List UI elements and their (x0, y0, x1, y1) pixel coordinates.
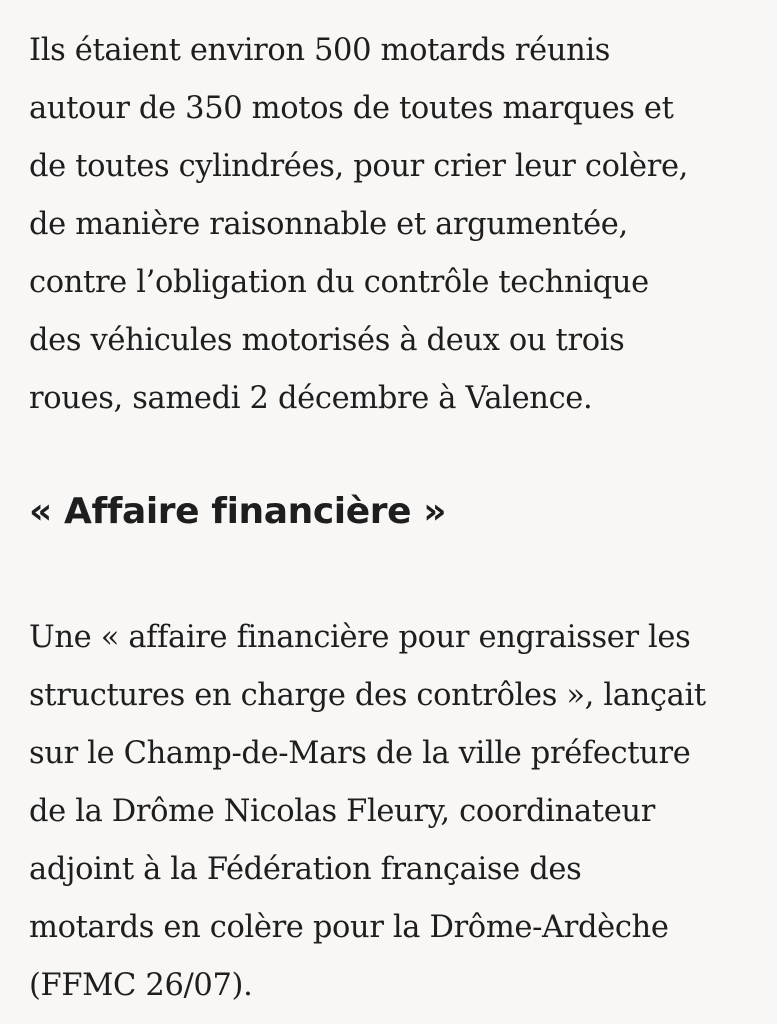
paragraph-line: contre l’obligation du contrôle technique (29, 265, 649, 300)
paragraph-line: structures en charge des contrôles », lançait (29, 678, 706, 713)
paragraph-line: roues, samedi 2 décembre à Valence. (29, 381, 593, 416)
paragraph-line: de toutes cylindrées, pour crier leur colère, (29, 149, 688, 184)
paragraph-line: motards en colère pour la Drôme-Ardèche (29, 910, 669, 945)
paragraph-line: de manière raisonnable et argumentée, (29, 207, 628, 242)
article-paragraph-quote (29, 609, 749, 1015)
paragraph-line: autour de 350 motos de toutes marques et (29, 91, 674, 126)
paragraph-line: adjoint à la Fédération française des (29, 852, 582, 887)
paragraph-line: de la Drôme Nicolas Fleury, coordinateur (29, 794, 655, 829)
paragraph-line: (FFMC 26/07). (29, 968, 253, 1003)
article-subheading: « Affaire financière » (29, 491, 447, 532)
paragraph-line: Une « affaire financière pour engraisser les (29, 620, 691, 655)
paragraph-line: des véhicules motorisés à deux ou trois (29, 323, 625, 358)
article-paragraph-intro (29, 22, 749, 428)
paragraph-line: sur le Champ-de-Mars de la ville préfecture (29, 736, 691, 771)
paragraph-line: Ils étaient environ 500 motards réunis (29, 33, 611, 68)
